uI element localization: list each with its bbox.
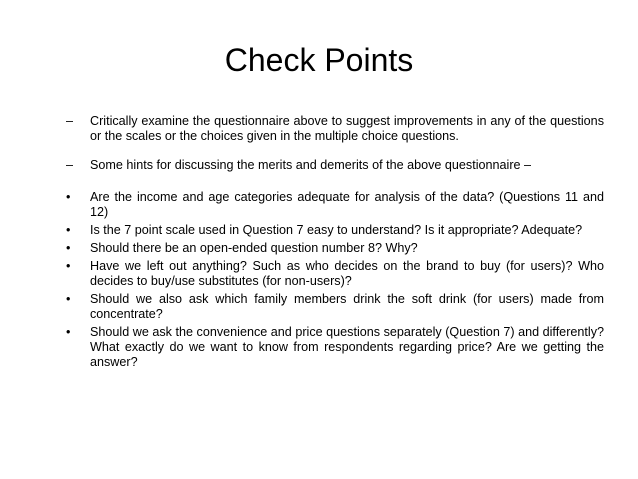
dash-item-text: Critically examine the questionnaire above to suggest improvements in any of the questions or the scales or the choices given in the multiple choice questions.: [90, 114, 604, 143]
bullet-item: [64, 223, 604, 238]
bullet-item-text: Should we also ask which family members drink the soft drink (for users) made from concentrate?: [90, 292, 604, 321]
dash-item: [64, 114, 604, 144]
dash-marker: –: [66, 114, 74, 128]
bullet-item-text: Should there be an open-ended question number 8? Why?: [90, 241, 418, 255]
slide-title: Check Points: [224, 42, 414, 78]
bullet-marker: •: [66, 223, 71, 237]
bullet-marker: •: [66, 190, 71, 204]
bullet-item: [64, 259, 604, 289]
bullet-item-text: Have we left out anything? Such as who decides on the brand to buy (for users)? Who decides to buy/use substitutes (for non-users)?: [90, 259, 604, 288]
bullet-item: [64, 241, 604, 256]
bullet-item: [64, 292, 604, 322]
bullet-item-text: Is the 7 point scale used in Question 7 easy to understand? Is it appropriate? Adequate?: [90, 223, 583, 237]
dash-item-text: Some hints for discussing the merits and demerits of the above questionnaire –: [90, 158, 532, 172]
bullet-item: [64, 190, 604, 220]
slide-content: [64, 114, 604, 373]
dash-item: [64, 158, 604, 173]
bullet-marker: •: [66, 259, 71, 273]
bullet-item: [64, 325, 604, 370]
bullet-marker: •: [66, 292, 71, 306]
bullet-marker: •: [66, 325, 71, 339]
dash-marker: –: [66, 158, 74, 172]
bullet-marker: •: [66, 241, 71, 255]
bullet-item-text: Are the income and age categories adequate for analysis of the data? (Questions 11 and 12): [90, 190, 604, 219]
bullet-item-text: Should we ask the convenience and price questions separately (Question 7) and differently? What exactly do we want to know from respondents regarding price? Are we getting the answer?: [90, 325, 604, 369]
